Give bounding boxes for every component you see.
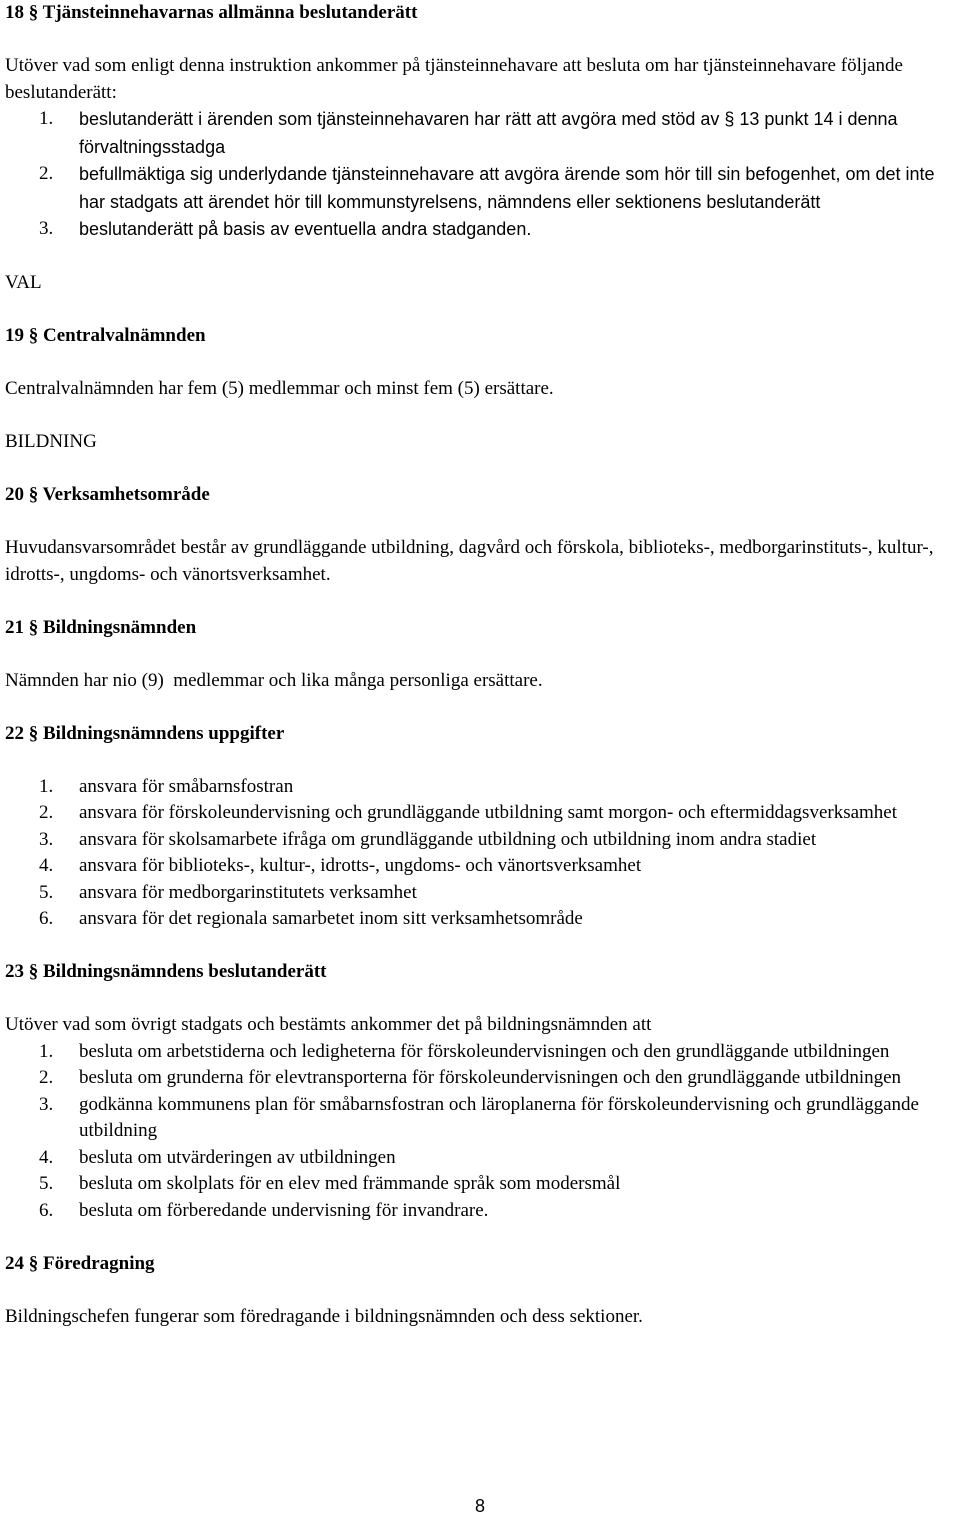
section-24-text: Bildningschefen fungerar som föredragande i bildningsnämnden och dess sektioner.: [5, 1305, 643, 1327]
list-item: [5, 106, 960, 161]
list-number: 4.: [39, 855, 54, 876]
list-item: [5, 216, 960, 244]
list-number: 2.: [39, 802, 54, 823]
spacer: [5, 641, 960, 668]
list-item: [5, 906, 960, 933]
spacer: [5, 933, 960, 960]
spacer: [5, 403, 960, 430]
list-item: [5, 161, 960, 216]
section-21-heading: 21 § Bildningsnämnden: [5, 616, 197, 638]
spacer: [5, 244, 960, 271]
page-number: 8: [474, 1496, 485, 1516]
list-text: besluta om förberedande undervisning för invandrare.: [79, 1199, 489, 1221]
list-number: 1.: [39, 108, 54, 129]
spacer: [5, 1277, 960, 1304]
list-number: 6.: [39, 1199, 54, 1221]
list-item: [5, 774, 960, 801]
list-text: befullmäktiga sig underlydande tjänsteinnehavare att avgöra ärende som hör till sin befogenhet, om det inte har stadgats att ärendet hör till kommunstyrelsens, nämndens eller sektionens beslutanderätt: [79, 164, 935, 212]
list-item: [5, 800, 960, 827]
spacer: [5, 297, 960, 324]
list-text: ansvara för skolsamarbete ifråga om grundläggande utbildning och utbildning inom andra stadiet: [79, 828, 817, 850]
section-18-heading: 18 § Tjänsteinnehavarnas allmänna beslutanderätt: [5, 2, 418, 23]
list-item: [5, 880, 960, 907]
section-20-heading: 20 § Verksamhetsområde: [5, 484, 210, 505]
list-text: ansvara för förskoleundervisning och grundläggande utbildning samt morgon- och eftermiddagsverksamhet: [79, 802, 898, 823]
list-item: [5, 1145, 960, 1172]
list-text: godkänna kommunens plan för småbarnsfostran och läroplanerna för förskoleundervisning och grundläggande utbildning: [79, 1093, 919, 1141]
list-text: besluta om arbetstiderna och ledigheterna för förskoleundervisningen och den grundläggande utbildningen: [79, 1040, 890, 1062]
list-number: 3.: [39, 1093, 54, 1115]
spacer: [5, 747, 960, 774]
section-20-text: Huvudansvarsområdet består av grundläggande utbildning, dagvård och förskola, biblioteks-, medborgarinstituts-, kultur-, idrotts-, ungdoms- och vänortsverksamhet.: [5, 537, 934, 585]
list-text: besluta om grunderna för elevtransporterna för förskoleundervisningen och den grundläggande utbildningen: [79, 1067, 902, 1088]
section-22-list: [5, 774, 960, 933]
section-21-text: Nämnden har nio (9) medlemmar och lika många personliga ersättare.: [5, 669, 543, 691]
spacer: [5, 986, 960, 1013]
list-item: [5, 1171, 960, 1198]
list-text: beslutanderätt i ärenden som tjänsteinnehavaren har rätt att avgöra med stöd av § 13 punkt 14 i denna förvaltningsstadga: [79, 109, 898, 157]
section-19-heading: 19 § Centralvalnämnden: [5, 325, 206, 346]
list-text: ansvara för medborgarinstitutets verksamhet: [79, 881, 417, 903]
list-number: 1.: [39, 1040, 54, 1062]
list-item: [5, 1039, 960, 1066]
list-number: 3.: [39, 828, 54, 850]
section-23-heading: 23 § Bildningsnämndens beslutanderätt: [5, 961, 327, 982]
list-item: [5, 1065, 960, 1092]
list-text: ansvara för biblioteks-, kultur-, idrotts-, ungdoms- och vänortsverksamhet: [79, 855, 642, 876]
section-24-heading: 24 § Föredragning: [5, 1252, 155, 1274]
list-number: 4.: [39, 1146, 54, 1168]
spacer: [5, 588, 960, 615]
list-text: besluta om utvärderingen av utbildningen: [79, 1146, 396, 1168]
spacer: [5, 1224, 960, 1251]
list-item: [5, 827, 960, 854]
list-number: 2.: [39, 1067, 54, 1088]
list-number: 3.: [39, 218, 54, 239]
list-number: 5.: [39, 1173, 54, 1194]
section-23-intro: Utöver vad som övrigt stadgats och bestämts ankommer det på bildningsnämnden att: [5, 1014, 652, 1035]
list-text: beslutanderätt på basis av eventuella andra stadganden.: [79, 219, 532, 239]
list-text: ansvara för det regionala samarbetet inom sitt verksamhetsområde: [79, 908, 583, 929]
section-18-list: [5, 106, 960, 244]
list-number: 1.: [39, 775, 54, 797]
spacer: [5, 350, 960, 377]
list-item: [5, 853, 960, 880]
spacer: [5, 456, 960, 483]
spacer: [5, 509, 960, 536]
spacer: [5, 694, 960, 721]
val-heading: VAL: [5, 272, 42, 293]
list-number: 6.: [39, 908, 54, 929]
list-text: besluta om skolplats för en elev med främmande språk som modersmål: [79, 1173, 621, 1194]
list-item: [5, 1198, 960, 1225]
document-page: [5, 0, 960, 1330]
section-22-heading: 22 § Bildningsnämndens uppgifter: [5, 722, 285, 744]
section-23-list: [5, 1039, 960, 1225]
bildning-heading: BILDNING: [5, 431, 97, 452]
spacer: [5, 27, 960, 54]
list-number: 5.: [39, 881, 54, 903]
section-19-text: Centralvalnämnden har fem (5) medlemmar och minst fem (5) ersättare.: [5, 378, 554, 399]
list-item: [5, 1092, 960, 1145]
section-18-intro: Utöver vad som enligt denna instruktion ankommer på tjänsteinnehavare att besluta om har tjänsteinnehavare följande beslutanderätt:: [5, 55, 903, 103]
list-number: 2.: [39, 163, 54, 184]
list-text: ansvara för småbarnsfostran: [79, 775, 294, 797]
